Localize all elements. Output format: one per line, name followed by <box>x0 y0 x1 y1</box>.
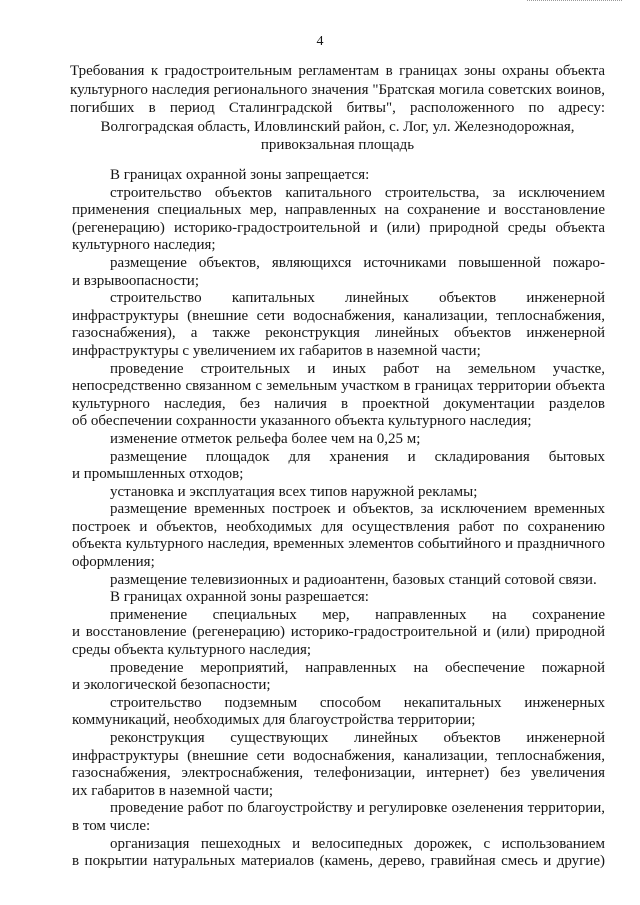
body-paragraph <box>72 730 605 800</box>
paragraph-line: культурного наследия; <box>72 237 216 254</box>
paragraph-line: в том числе: <box>72 817 151 834</box>
paragraph-line: объекта культурного наследия, временных элементов событийного и праздничного <box>72 536 605 553</box>
paragraph-line: газоснабжения, электроснабжения, телефонизации, интернет) без увеличения <box>72 765 605 782</box>
page-number: 4 <box>316 34 324 49</box>
body-paragraph <box>72 607 605 660</box>
paragraph-line: В границах охранной зоны разрешается: <box>110 589 369 606</box>
paragraph-line: и взрывоопасности; <box>72 272 199 289</box>
paragraph-line: размещение площадок для хранения и складирования бытовых <box>110 448 605 465</box>
body-paragraph <box>72 589 605 607</box>
paragraph-line: газоснабжения), а также реконструкция линейных объектов инженерной <box>72 325 605 342</box>
paragraph-line: и промышленных отходов; <box>72 466 244 483</box>
body-paragraph <box>72 290 605 360</box>
paragraph-line: В границах охранной зоны запрещается: <box>110 167 370 183</box>
heading-line: Требования к градостроительным регламентам в границах зоны охраны объекта <box>70 63 605 79</box>
heading-line: погибших в период Сталинградской битвы", расположенного по адресу: <box>70 100 605 116</box>
body-paragraph <box>72 361 605 431</box>
paragraph-line: об обеспечении сохранности указанного объекта культурного наследия; <box>72 413 532 430</box>
paragraph-line: проведение работ по благоустройству и регулировке озеленения территории, <box>110 800 605 817</box>
body-paragraph <box>72 431 605 449</box>
paragraph-line: построек и объектов, необходимых для осуществления работ по сохранению <box>72 518 605 535</box>
paragraph-line: применение специальных мер, направленных на сохранение <box>110 606 605 623</box>
body-paragraph <box>72 484 605 502</box>
document-body <box>72 167 605 871</box>
document-heading <box>70 62 605 155</box>
paragraph-line: и восстановление (регенерацию) историко-градостроительной и (или) природной <box>72 624 605 641</box>
paragraph-line: строительство капитальных линейных объектов инженерной <box>110 290 605 307</box>
paragraph-line: строительство объектов капитального строительства, за исключением <box>110 184 605 201</box>
body-paragraph <box>72 660 605 695</box>
paragraph-line: среды объекта культурного наследия; <box>72 642 312 659</box>
paragraph-line: размещение телевизионных и радиоантенн, базовых станций сотовой связи. <box>110 571 597 588</box>
heading-line: привокзальная площадь <box>260 137 415 153</box>
body-paragraph <box>72 695 605 730</box>
paragraph-line: установка и эксплуатация всех типов наружной рекламы; <box>110 483 478 500</box>
paragraph-line: непосредственно связанном с земельным участком в границах территории объекта <box>72 378 605 395</box>
paragraph-line: и экологической безопасности; <box>72 677 271 694</box>
body-paragraph <box>72 501 605 571</box>
scan-corner-mark <box>527 0 622 3</box>
paragraph-line: коммуникаций, необходимых для благоустройства территории; <box>72 712 476 729</box>
body-paragraph <box>72 800 605 835</box>
heading-line: культурного наследия регионального значения "Братская могила советских воинов, <box>70 81 605 98</box>
body-paragraph <box>72 836 605 871</box>
paragraph-line: культурного наследия, без наличия в проектной документации разделов <box>72 395 605 412</box>
paragraph-line: проведение строительных и иных работ на земельном участке, <box>110 360 605 377</box>
paragraph-line: размещение временных построек и объектов, за исключением временных <box>110 501 605 518</box>
paragraph-line: инфраструктуры (внешние сети водоснабжения, канализации, теплоснабжения, <box>72 747 605 764</box>
heading-line: Волгоградская область, Иловлинский район, с. Лог, ул. Железнодорожная, <box>100 118 575 135</box>
paragraph-line: применения специальных мер, направленных на сохранение и восстановление <box>72 202 605 219</box>
paragraph-line: инфраструктуры (внешние сети водоснабжения, канализации, теплоснабжения, <box>72 307 605 324</box>
paragraph-line: их габаритов в наземной части; <box>72 782 274 799</box>
paragraph-line: инфраструктуры с увеличением их габаритов в наземной части; <box>72 342 481 359</box>
body-paragraph <box>72 167 605 185</box>
paragraph-line: оформления; <box>72 554 155 571</box>
paragraph-line: реконструкция существующих линейных объектов инженерной <box>110 730 605 746</box>
paragraph-line: изменение отметок рельефа более чем на 0,25 м; <box>110 430 421 447</box>
paragraph-line: организация пешеходных и велосипедных дорожек, с использованием <box>110 835 605 852</box>
body-paragraph <box>72 449 605 484</box>
paragraph-line: строительство подземным способом некапитальных инженерных <box>110 694 605 711</box>
paragraph-line: (регенерацию) историко-градостроительной и (или) природной среды объекта <box>72 219 605 236</box>
paragraph-line: проведение мероприятий, направленных на обеспечение пожарной <box>110 659 605 676</box>
body-paragraph <box>72 185 605 255</box>
body-paragraph <box>72 255 605 290</box>
paragraph-line: размещение объектов, являющихся источниками повышенной пожаро- <box>110 254 605 271</box>
paragraph-line: в покрытии натуральных материалов (камень, дерево, гравийная смесь и другие) <box>72 853 605 870</box>
body-paragraph <box>72 572 605 590</box>
